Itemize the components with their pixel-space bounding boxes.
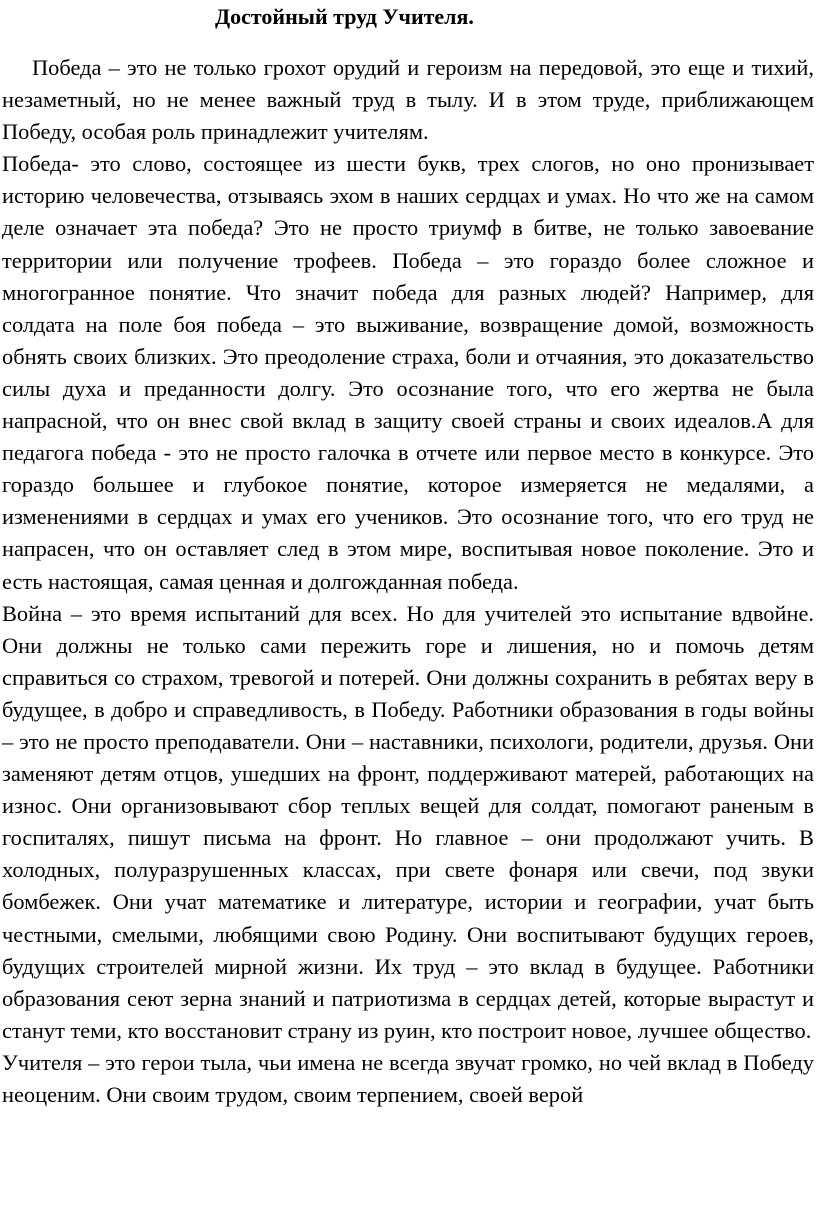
paragraph-intro: Победа – это не только грохот орудий и героизм на передовой, это еще и тихий, незаметный, но не менее важный труд в тылу. И в этом труде, приближающем Победу, особая роль принадлежит учителям. bbox=[2, 55, 814, 145]
document-body bbox=[2, 52, 814, 1111]
document-title: Достойный труд Учителя. bbox=[215, 4, 474, 29]
paragraph-heroes-of-rear: Учителя – это герои тыла, чьи имена не всегда звучат громко, но чей вклад в Победу неоценим. Они своим трудом, своим терпением, своей верой bbox=[2, 1049, 814, 1107]
paragraph-meaning-of-victory: Победа- это слово, состоящее из шести букв, трех слогов, но оно пронизывает историю человечества, отзываясь эхом в наших сердцах и умах. Но что же на самом деле означает эта победа? Это не просто триумф в битве, не только завоевание территории или получение трофеев. Победа – это гораздо более сложное и многогранное понятие. Что значит победа для разных людей? Например, для солдата на поле боя победа – это выживание, возвращение домой, возможность обнять своих близких. Это преодоление страха, боли и отчаяния, это доказательство силы духа и преданности долгу. Это осознание того, что его жертва не была напрасной, что он внес свой вклад в защиту своей страны и своих идеалов.А для педагога победа - это не просто галочка в отчете или первое место в конкурсе. Это гораздо большее и глубокое понятие, которое измеряется не медалями, а изменениями в сердцах и умах его учеников. Это осознание того, что его труд не напрасен, что он оставляет след в этом мире, воспитывая новое поколение. Это и есть настоящая, самая ценная и долгожданная победа. bbox=[2, 151, 814, 594]
paragraph-war-teachers: Война – это время испытаний для всех. Но для учителей это испытание вдвойне. Они должны не только сами пережить горе и лишения, но и помочь детям справиться со страхом, тревогой и потерей. Они должны сохранить в ребятах веру в будущее, в добро и справедливость, в Победу. Работники образования в годы войны – это не просто преподаватели. Они – наставники, психологи, родители, друзья. Они заменяют детям отцов, ушедших на фронт, поддерживают матерей, работающих на износ. Они организовывают сбор теплых вещей для солдат, помогают раненым в госпиталях, пишут письма на фронт. Но главное – они продолжают учить. В холодных, полуразрушенных классах, при свете фонаря или свечи, под звуки бомбежек. Они учат математике и литературе, истории и географии, учат быть честными, смелыми, любящими свою Родину. Они воспитывают будущих героев, будущих строителей мирной жизни. Их труд – это вклад в будущее. Работники образования сеют зерна знаний и патриотизма в сердцах детей, которые вырастут и станут теми, кто восстановит страну из руин, кто построит новое, лучшее общество. bbox=[2, 600, 814, 1043]
